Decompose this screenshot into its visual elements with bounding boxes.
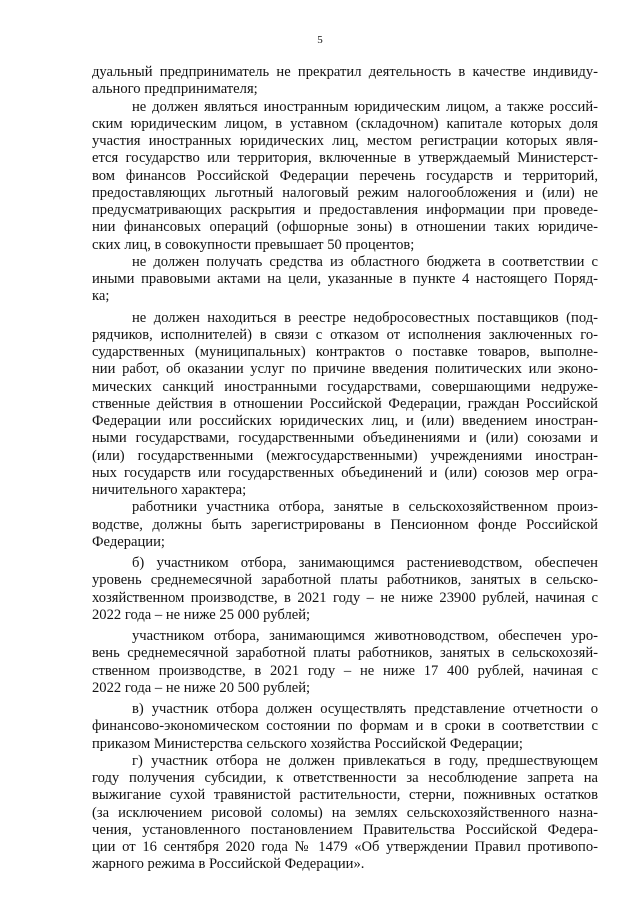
text-line: в) участник отбора должен осуществлять представление отчетности о xyxy=(132,701,598,717)
text-line: работники участника отбора, занятые в сельскохозяйственном произ- xyxy=(132,499,598,515)
text-line: дуальный предприниматель не прекратил деятельность в качестве индивиду- xyxy=(92,64,598,80)
text-line: водстве, должны быть зарегистрированы в Пенсионном фонде Российской xyxy=(92,517,598,533)
text-line: 2022 года – не ниже 20 500 рублей; xyxy=(92,680,311,696)
text-line: нии работ, об оказании услуг по причине введения политических или эконо- xyxy=(92,361,598,377)
text-line: предусматривающих раскрытия и предоставления информации при проведе- xyxy=(92,202,598,218)
text-line: ального предпринимателя; xyxy=(92,81,258,97)
text-line: финансово-экономическом состоянии по формам и в сроки в соответствии с xyxy=(92,718,598,734)
text-line: иными правовыми актами на цели, указанные в пункте 4 настоящего Поряд- xyxy=(92,271,598,287)
text-line: ется государство или территория, включенные в утверждаемый Министерст- xyxy=(92,150,598,166)
text-line: ных государств или государственных объединений и (или) союзов мер огра- xyxy=(92,465,598,481)
text-line: ции от 16 сентября 2020 года № 1479 «Об утверждении Правил противопо- xyxy=(92,839,598,855)
text-line: уровень среднемесячной заработной платы работников, занятых в сельско- xyxy=(92,572,598,588)
text-line: нии финансовых операций (офшорные зоны) в отношении таких юридиче- xyxy=(92,219,598,235)
text-line: приказом Министерства сельского хозяйства Российской Федерации; xyxy=(92,736,523,752)
text-line: ственном производстве, в 2021 году – не ниже 17 400 рублей, начиная с xyxy=(92,663,598,679)
text-line: чения, установленного постановлением Правительства Российской Федера- xyxy=(92,822,598,838)
text-line: ка; xyxy=(92,288,110,304)
text-line: выжигание сухой травянистой растительности, стерни, пожнивных остатков xyxy=(92,787,598,803)
text-line: Федерации; xyxy=(92,534,165,550)
text-line: сударственных (муниципальных) контрактов о поставке товаров, выполне- xyxy=(92,344,598,360)
text-line: жарного режима в Российской Федерации». xyxy=(92,856,365,872)
text-line: участия иностранных юридических лиц, местом регистрации которых явля- xyxy=(92,133,598,149)
text-line: мических санкций иностранными государствами, совершающими недруже- xyxy=(92,379,598,395)
text-line: б) участником отбора, занимающимся растениеводством, обеспечен xyxy=(132,555,598,571)
text-line: (или) государственными (межгосударственными) учреждениями иностран- xyxy=(92,448,598,464)
text-line: ским юридическим лицом, в уставном (складочном) капитале которых доля xyxy=(92,116,598,132)
text-line: ских лиц, в совокупности превышает 50 процентов; xyxy=(92,237,415,253)
text-line: г) участник отбора не должен привлекаться в году, предшествующем xyxy=(132,753,598,769)
text-line: ничительного характера; xyxy=(92,482,247,498)
page-number: 5 xyxy=(317,34,323,46)
text-line: Федерации или российских юридических лиц, и (или) введением иностран- xyxy=(92,413,598,429)
text-line: не должен являться иностранным юридическим лицом, а также россий- xyxy=(132,99,598,115)
text-line: предоставляющих льготный налоговый режим налогообложения и (или) не xyxy=(92,185,598,201)
text-line: не должен получать средства из областного бюджета в соответствии с xyxy=(132,254,598,270)
text-line: участником отбора, занимающимся животноводством, обеспечен уро- xyxy=(132,628,598,644)
text-line: ными государствами, государственными объединениями и (или) союзами и xyxy=(92,430,598,446)
text-line: ственные действия в отношении Российской Федерации, граждан Российской xyxy=(92,396,598,412)
text-line: вом финансов Российской Федерации перечень государств и территорий, xyxy=(92,168,598,184)
text-line: вень среднемесячной заработной платы работников, занятых в сельскохозяй- xyxy=(92,645,598,661)
text-line: году получения субсидии, к ответственности за несоблюдение запрета на xyxy=(92,770,598,786)
text-line: (за исключением рисовой соломы) на землях сельскохозяйственного назна- xyxy=(92,805,598,821)
text-line: 2022 года – не ниже 25 000 рублей; xyxy=(92,607,311,623)
text-line: рядчиков, исполнителей) в связи с отказом от исполнения заключенных го- xyxy=(92,327,598,343)
text-line: хозяйственном производстве, в 2021 году – не ниже 23900 рублей, начиная с xyxy=(92,590,598,606)
text-line: не должен находиться в реестре недобросовестных поставщиков (под- xyxy=(132,310,598,326)
